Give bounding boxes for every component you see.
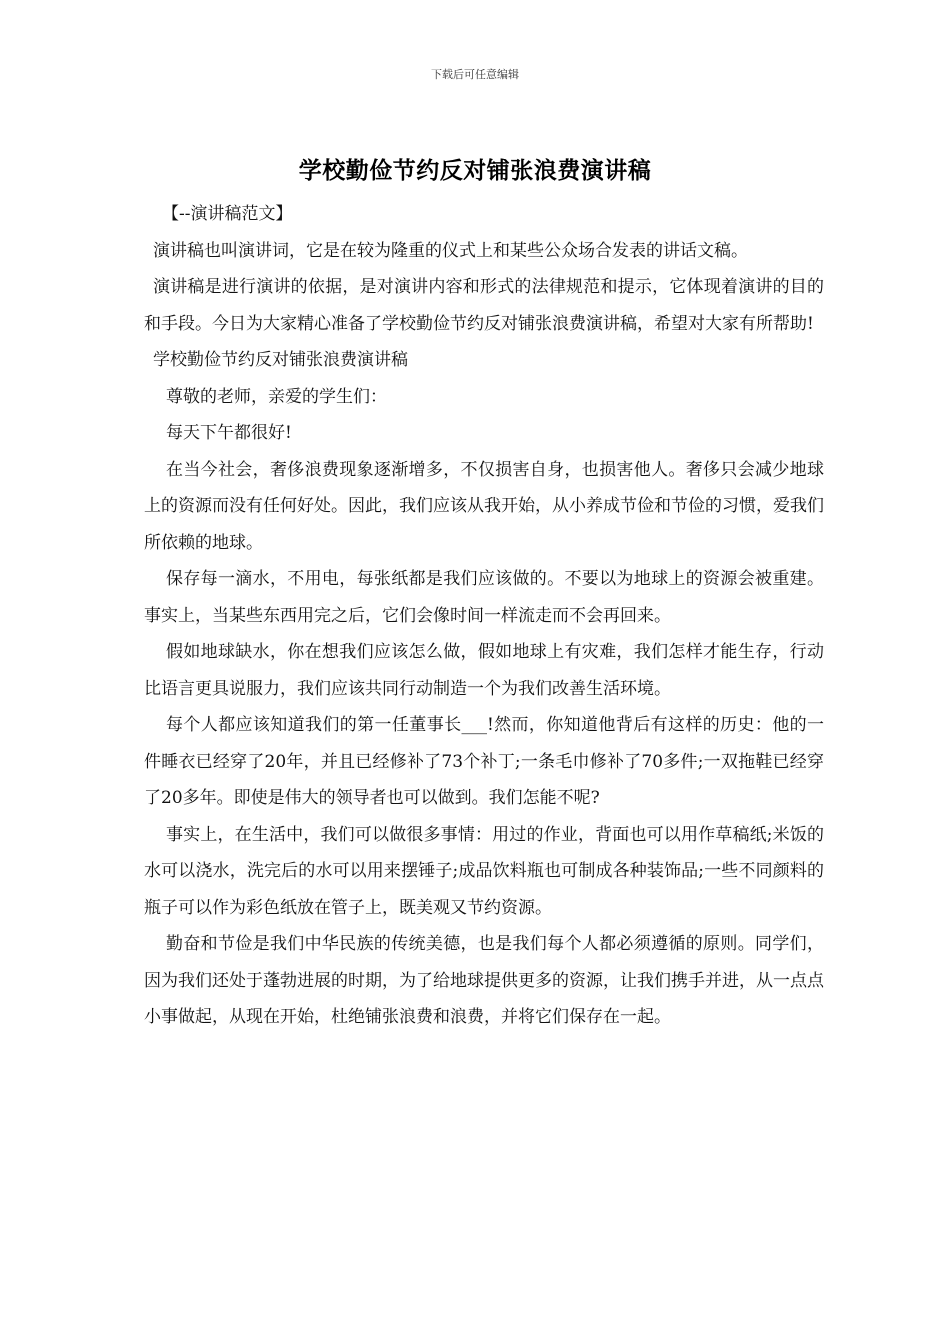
speech-paragraph: 保存每一滴水，不用电，每张纸都是我们应该做的。不要以为地球上的资源会被重建。事实上，当某些东西用完之后，它们会像时间一样流走而不会再回来。 [144, 569, 824, 626]
header-note: 下载后可任意编辑 [431, 68, 519, 81]
speech-paragraph: 每个人都应该知道我们的第一任董事长___!然而，你知道他背后有这样的历史：他的一件睡衣已经穿了20年，并且已经修补了73个补丁;一条毛巾修补了70多件;一双拖鞋已经穿了20多年。即使是伟大的领导者也可以做到。我们怎能不呢? [144, 715, 824, 808]
paragraph-intro-1: 演讲稿也叫演讲词，它是在较为隆重的仪式上和某些公众场合发表的讲话文稿。 [153, 240, 748, 261]
paragraph-intro-2: 演讲稿是进行演讲的依据，是对演讲内容和形式的法律规范和提示，它体现着演讲的目的和手段。今日为大家精心准备了学校勤俭节约反对铺张浪费演讲稿，希望对大家有所帮助! [144, 277, 824, 334]
speech-paragraph: 事实上，在生活中，我们可以做很多事情：用过的作业，背面也可以用作草稿纸;米饭的水可以浇水，洗完后的水可以用来摆锤子;成品饮料瓶也可制成各种装饰品;一些不同颜料的瓶子可以作为彩色纸放在管子上，既美观又节约资源。 [144, 824, 824, 918]
document-body [144, 196, 824, 1036]
category-tag: 【--演讲稿范文】 [162, 204, 293, 224]
speech-greeting: 尊敬的老师，亲爱的学生们： [166, 386, 387, 407]
speech-paragraph: 假如地球缺水，你在想我们应该怎么做，假如地球上有灾难，我们怎样才能生存，行动比语言更具说服力，我们应该共同行动制造一个为我们改善生活环境。 [144, 642, 824, 699]
speech-salutation: 每天下午都很好! [166, 423, 292, 443]
speech-paragraph: 在当今社会，奢侈浪费现象逐渐增多，不仅损害自身，也损害他人。奢侈只会减少地球上的资源而没有任何好处。因此，我们应该从我开始，从小养成节俭和节俭的习惯，爱我们所依赖的地球。 [144, 459, 824, 553]
speech-paragraph: 勤奋和节俭是我们中华民族的传统美德，也是我们每个人都必须遵循的原则。同学们，因为我们还处于蓬勃进展的时期，为了给地球提供更多的资源，让我们携手并进，从一点点小事做起，从现在开始，杜绝铺张浪费和浪费，并将它们保存在一起。 [144, 934, 824, 1027]
speech-subtitle: 学校勤俭节约反对铺张浪费演讲稿 [153, 350, 408, 370]
document-title: 学校勤俭节约反对铺张浪费演讲稿 [298, 157, 652, 184]
